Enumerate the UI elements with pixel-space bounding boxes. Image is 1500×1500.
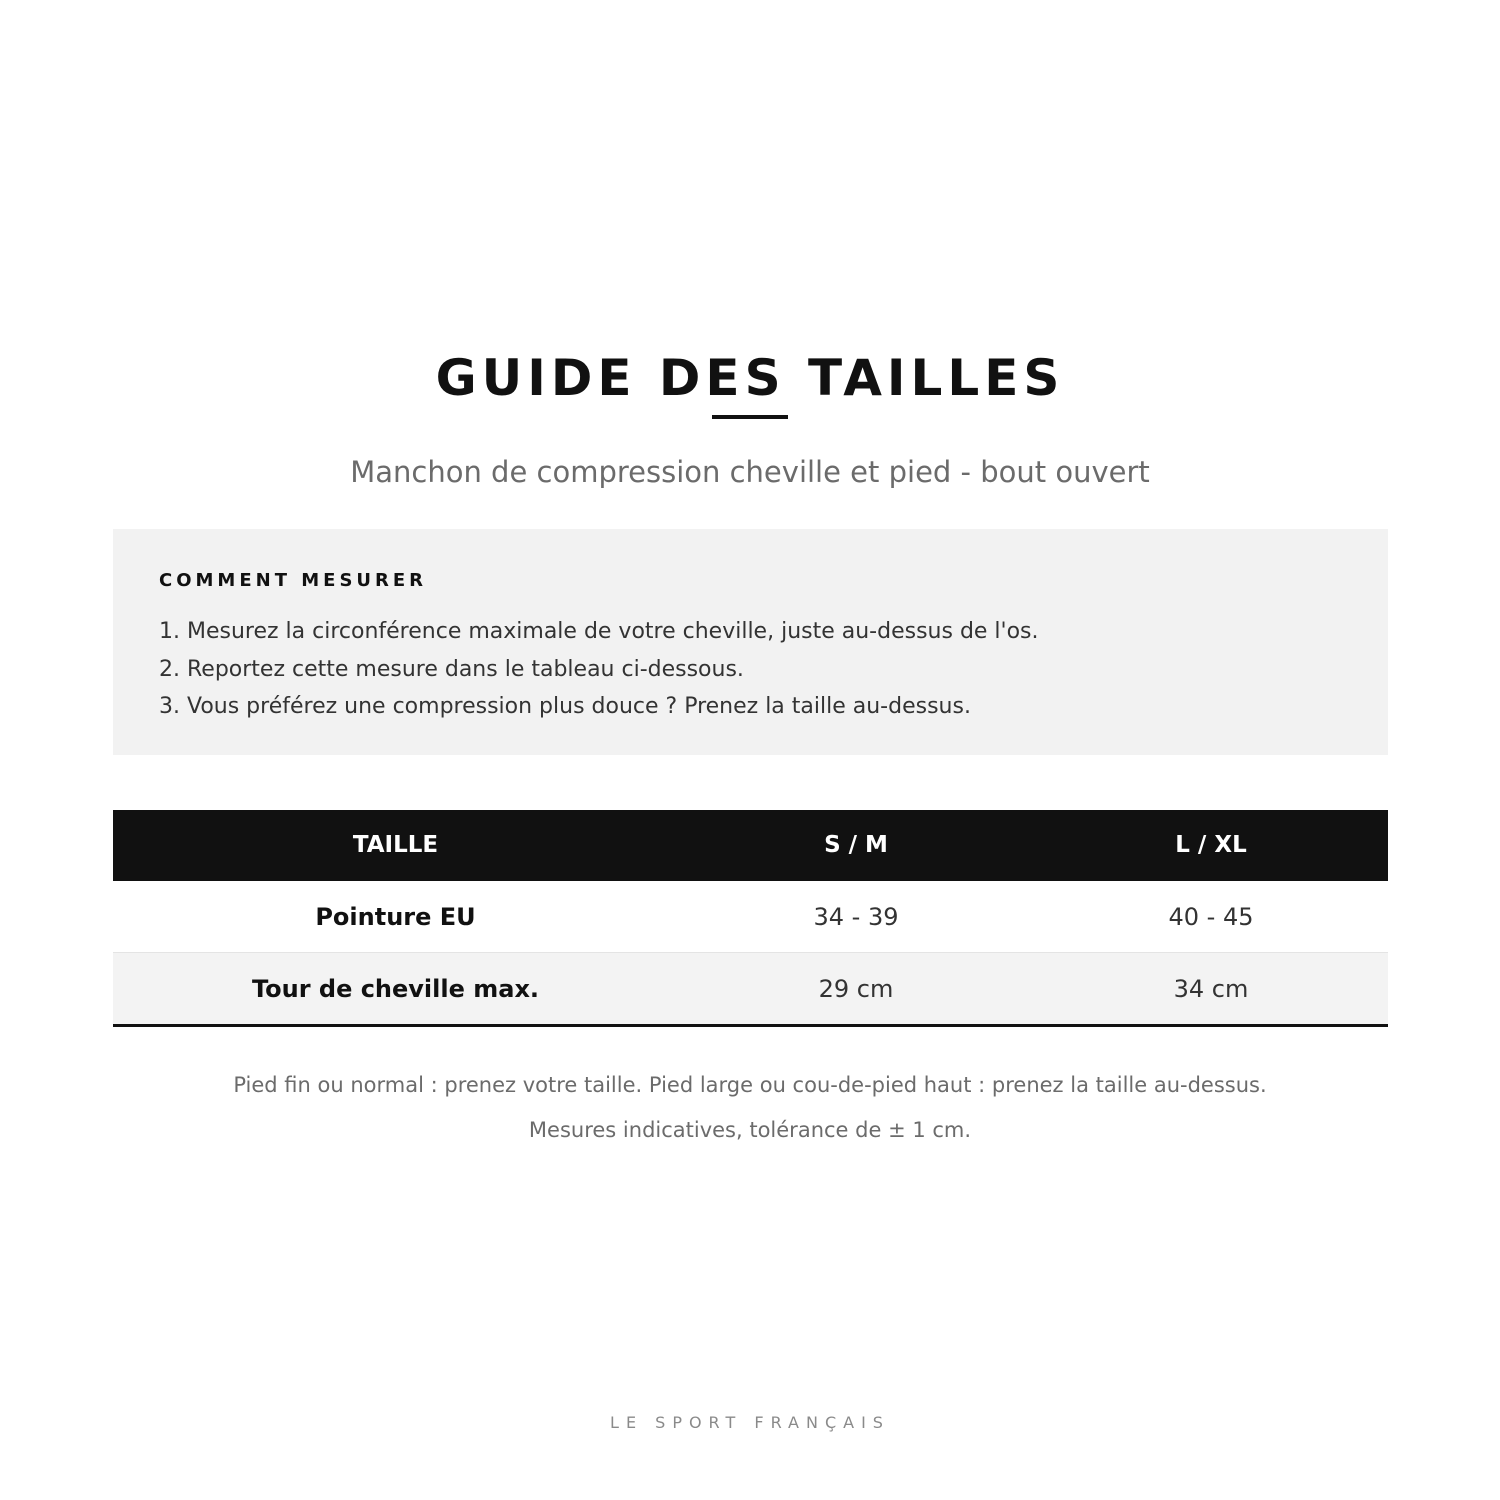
table-row [113, 881, 1388, 953]
measure-steps-list [159, 613, 1339, 726]
table-row [113, 953, 1388, 1026]
table-cell: 34 cm [1034, 953, 1388, 1026]
row-label: Tour de cheville max. [113, 953, 678, 1026]
column-header-s-m: S / M [678, 810, 1034, 881]
measure-step: 3. Vous préférez une compression plus douce ? Prenez la taille au-dessus. [159, 694, 971, 719]
brand-footer: LE SPORT FRANÇAIS [610, 1413, 890, 1432]
page-title: GUIDE DES TAILLES [435, 349, 1065, 407]
how-to-measure-heading: COMMENT MESURER [159, 570, 428, 591]
tolerance-note: Mesures indicatives, tolérance de ± 1 cm. [528, 1118, 972, 1142]
page-subtitle: Manchon de compression cheville et pied - bout ouvert [350, 455, 1150, 489]
how-to-measure-panel [113, 529, 1388, 755]
fit-note: Pied fin ou normal : prenez votre taille. Pied large ou cou-de-pied haut : prenez la taille au-dessus. [233, 1073, 1267, 1097]
column-header-l-xl: L / XL [1034, 810, 1388, 881]
table-cell: 34 - 39 [678, 881, 1034, 953]
column-header-size: TAILLE [113, 810, 678, 881]
table-cell: 29 cm [678, 953, 1034, 1026]
measure-step: 2. Reportez cette mesure dans le tableau ci-dessous. [159, 656, 744, 682]
table-header-row [113, 810, 1388, 881]
row-label: Pointure EU [113, 881, 678, 953]
measure-step: 1. Mesurez la circonférence maximale de votre cheville, juste au-dessus de l'os. [159, 619, 1039, 644]
size-table [113, 810, 1388, 1027]
table-cell: 40 - 45 [1034, 881, 1388, 953]
title-underline [712, 415, 788, 419]
